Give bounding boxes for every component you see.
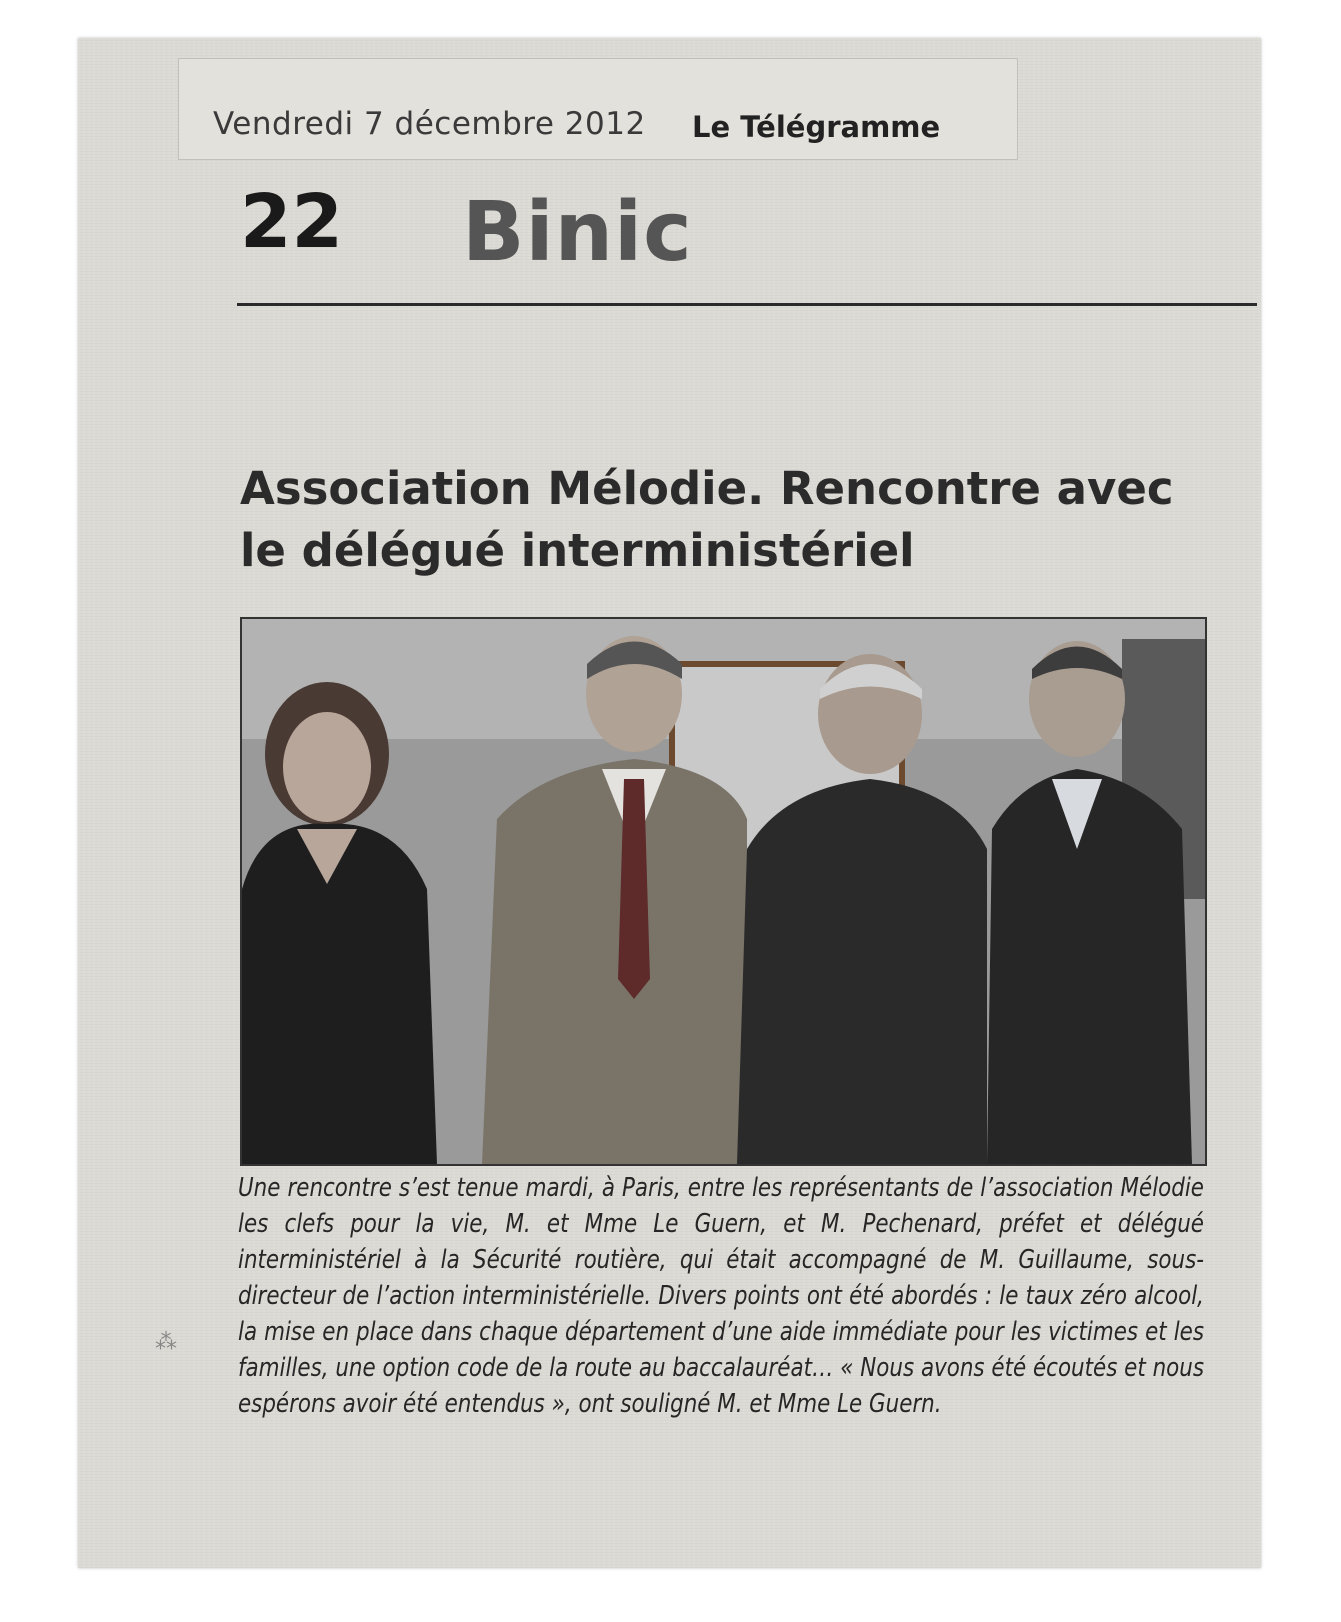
publication-date: Vendredi 7 décembre 2012	[213, 106, 646, 142]
newspaper-name: Le Télégramme	[692, 110, 941, 144]
section-title: Binic	[462, 185, 693, 280]
scan-mark-icon: ⁂	[155, 1330, 177, 1355]
article-headline: Association Mélodie. Rencontre avec le délégué interministériel	[240, 462, 1174, 577]
photo-caption: Une rencontre s’est tenue mardi, à Paris, entre les représentants de l’association Mélodie les clefs pour la vie, M. et Mme Le Guern, et M. Pechenard, préfet et délégué interministériel à la Sécurité routière, qui était accompagné de M. Guillaume, sous-directeur de l’action interministérielle. Divers points ont été abordés : le taux zéro alcool, la mise en place dans chaque département d’une aide immédiate pour les victimes et les familles, une option code de la route au baccalauréat… « Nous avons été écoutés et nous espérons avoir été entendus », ont souligné M. et Mme Le Guern.	[238, 1173, 1204, 1419]
section-rule	[237, 303, 1257, 306]
page-number: 22	[240, 179, 343, 265]
article-photo	[240, 617, 1207, 1166]
group-photo-illustration	[242, 619, 1205, 1164]
